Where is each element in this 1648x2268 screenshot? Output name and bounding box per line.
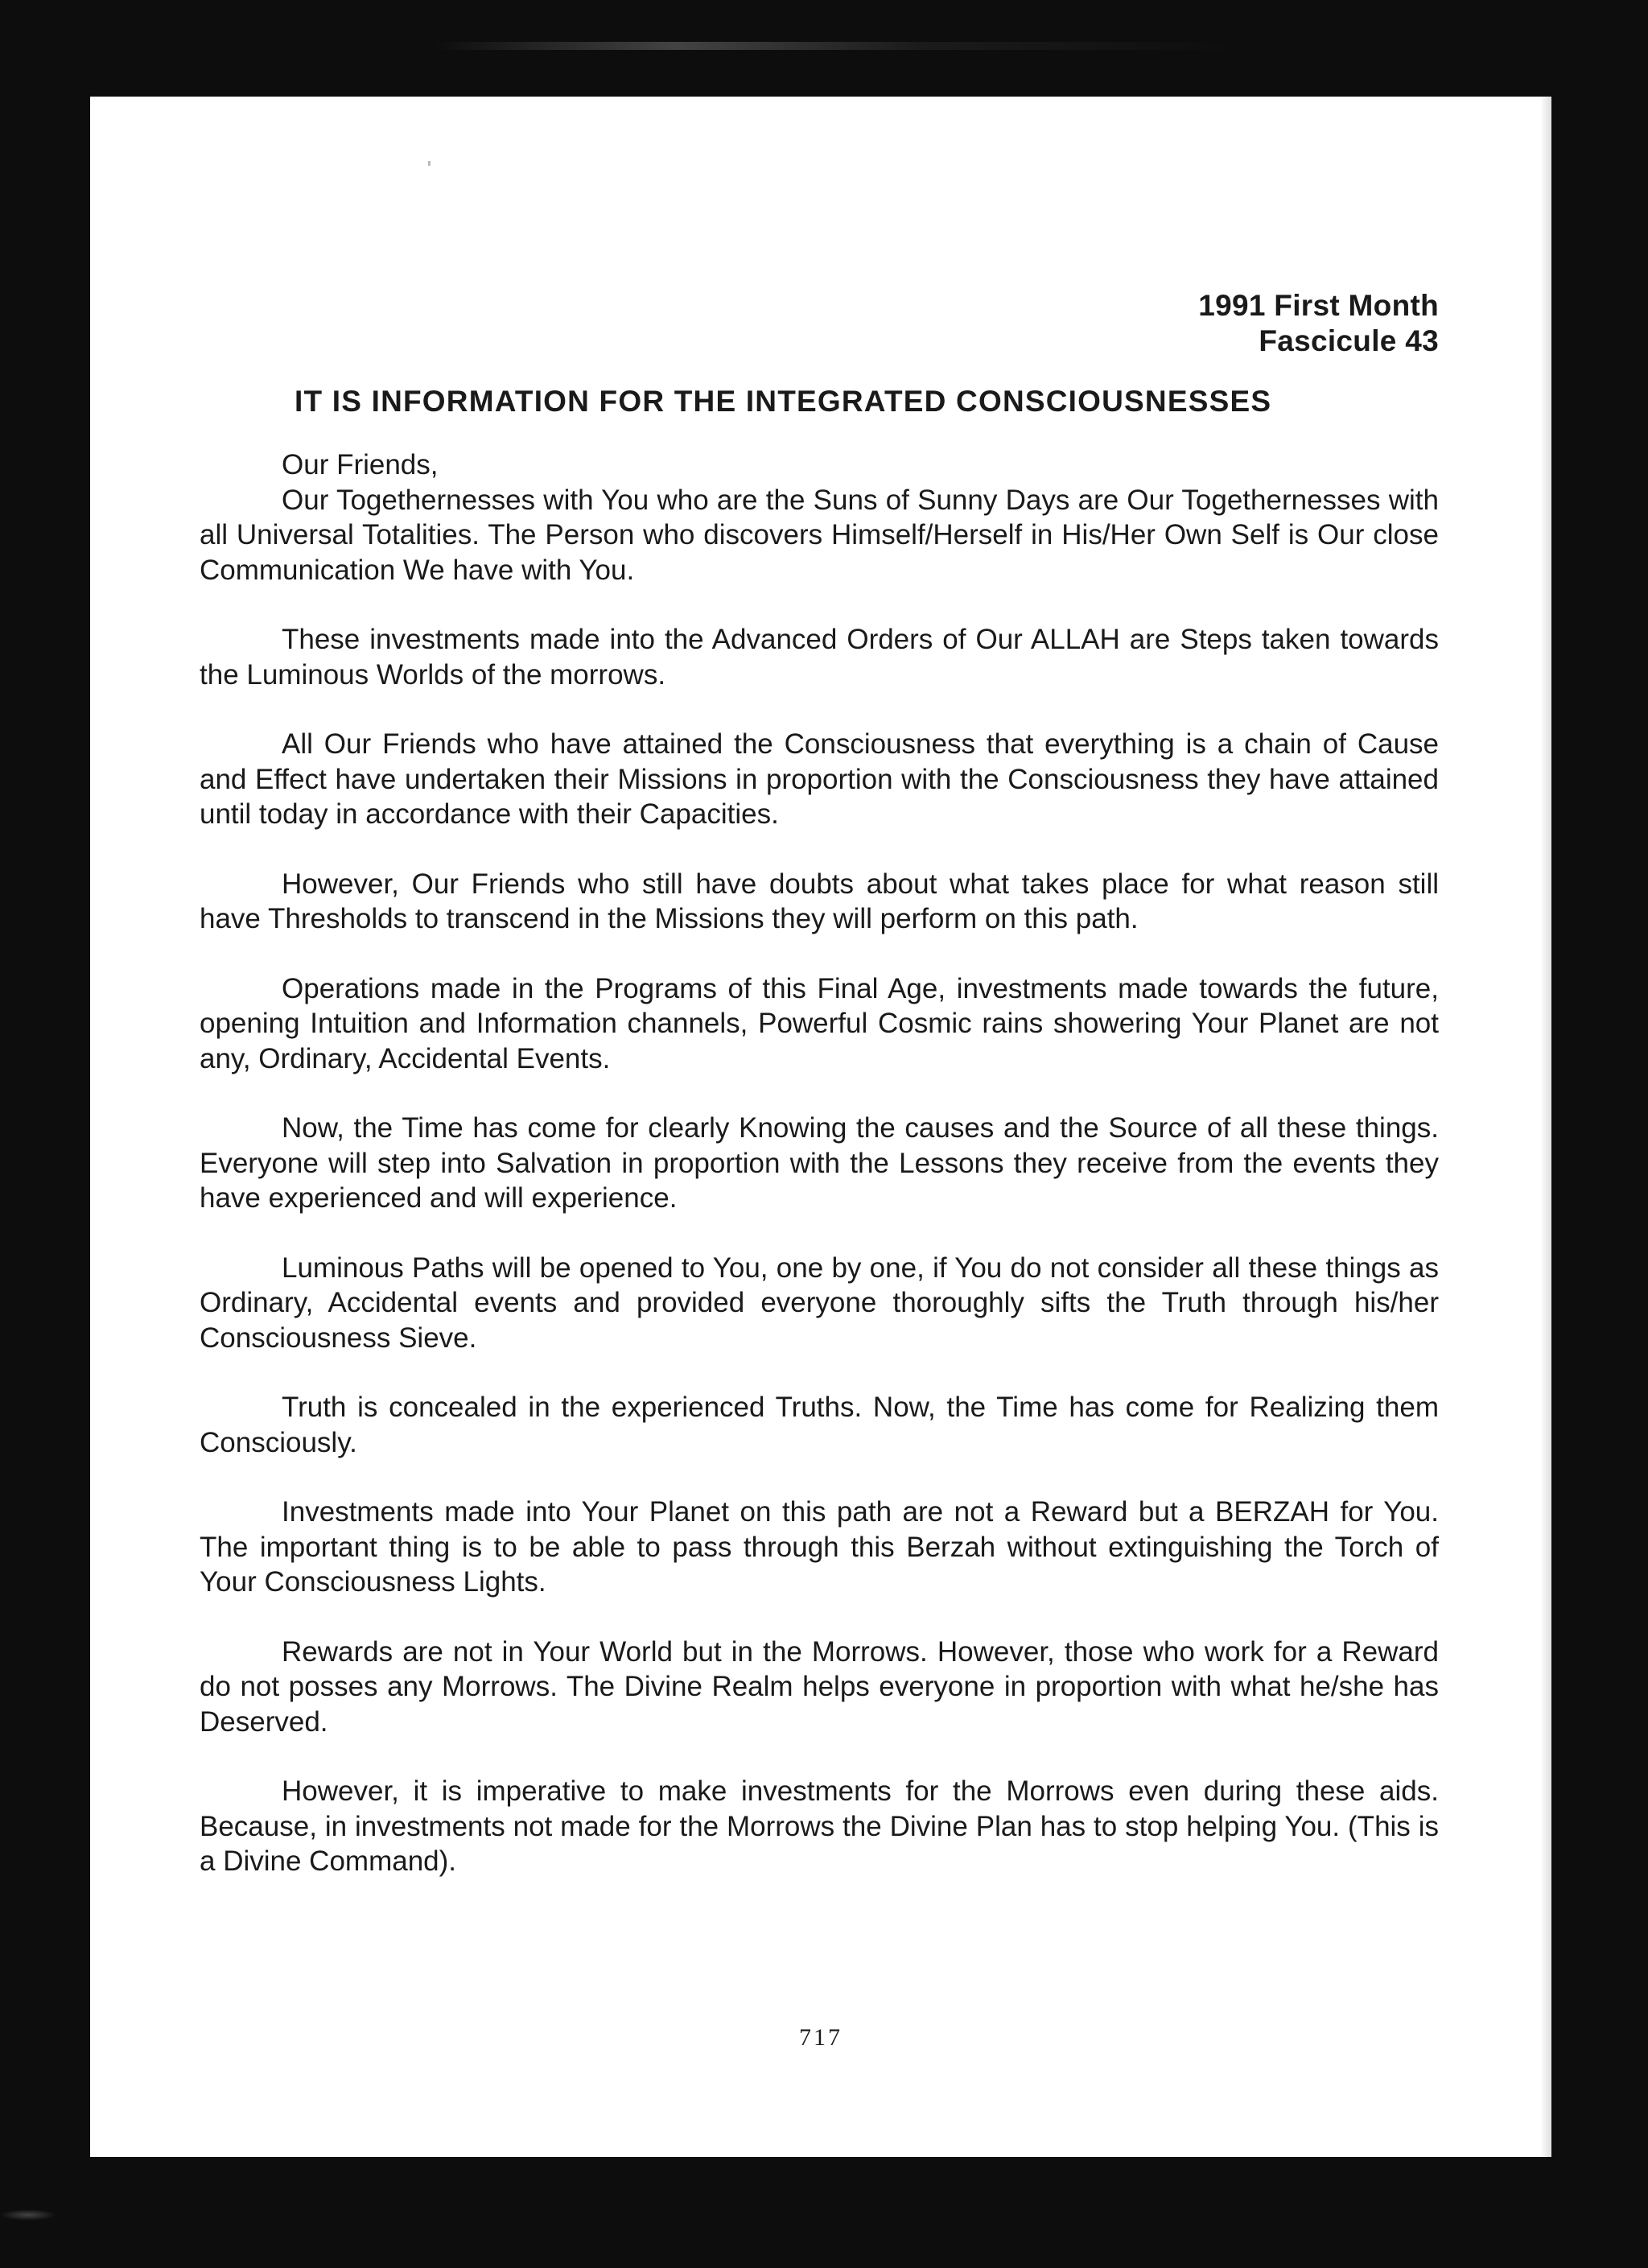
paragraph: Truth is concealed in the experienced Truths. Now, the Time has come for Realizing them Consciously. (200, 1392, 1439, 1458)
page-edge-shadow (1540, 97, 1551, 2157)
paragraph: Now, the Time has come for clearly Knowing the causes and the Source of all these things. Everyone will step into Salvation in proportion with the Lessons they receive from the events they have experienced and will experience. (200, 1112, 1439, 1214)
paragraph: However, it is imperative to make investments for the Morrows even during these aids. Because, in investments not made for the Morrows the Divine Plan has to stop helping You. (This is a Divine Command). (200, 1775, 1439, 1877)
paragraph: Luminous Paths will be opened to You, one by one, if You do not consider all these things as Ordinary, Accidental events and provided everyone thoroughly sifts the Truth through his/her Consciousness Sieve. (200, 1252, 1439, 1354)
paragraph: Our Togethernesses with You who are the Suns of Sunny Days are Our Togethernesses with all Universal Totalities. The Person who discovers Himself/Herself in His/Her Own Self is Our close Communication We have with You. (200, 484, 1439, 586)
header-fascicule: Fascicule 43 (1259, 324, 1439, 357)
scan-edge-artifact (435, 42, 1239, 50)
page-number: 717 (799, 2024, 843, 2051)
paragraph: However, Our Friends who still have doubts about what takes place for what reason still have Thresholds to transcend in the Missions they will perform on this path. (200, 868, 1439, 934)
document-header (1198, 288, 1439, 359)
document-title: IT IS INFORMATION FOR THE INTEGRATED CONSCIOUSNESSES (295, 385, 1272, 418)
scan-corner-artifact (0, 2209, 56, 2221)
header-date: 1991 First Month (1198, 289, 1439, 322)
document-page (90, 97, 1551, 2157)
document-body (200, 447, 1439, 1914)
salutation: Our Friends, (282, 449, 439, 480)
scan-speck (428, 161, 431, 166)
paragraph: Operations made in the Programs of this Final Age, investments made towards the future, opening Intuition and Information channels, Powerful Cosmic rains showering Your Planet are not any, Ordinary, Accidental Events. (200, 972, 1439, 1074)
paragraph: Investments made into Your Planet on this path are not a Reward but a BERZAH for You. The important thing is to be able to pass through this Berzah without extinguishing the Torch of Your Consciousness Lights. (200, 1496, 1439, 1598)
paragraph: Rewards are not in Your World but in the Morrows. However, those who work for a Reward do not posses any Morrows. The Divine Realm helps everyone in proportion with what he/she has Deserved. (200, 1635, 1439, 1738)
paragraph: All Our Friends who have attained the Consciousness that everything is a chain of Cause and Effect have undertaken their Missions in proportion with the Consciousness they have attained until today in accordance with their Capacities. (200, 728, 1439, 830)
paragraph: These investments made into the Advanced Orders of Our ALLAH are Steps taken towards the Luminous Worlds of the morrows. (200, 624, 1439, 691)
